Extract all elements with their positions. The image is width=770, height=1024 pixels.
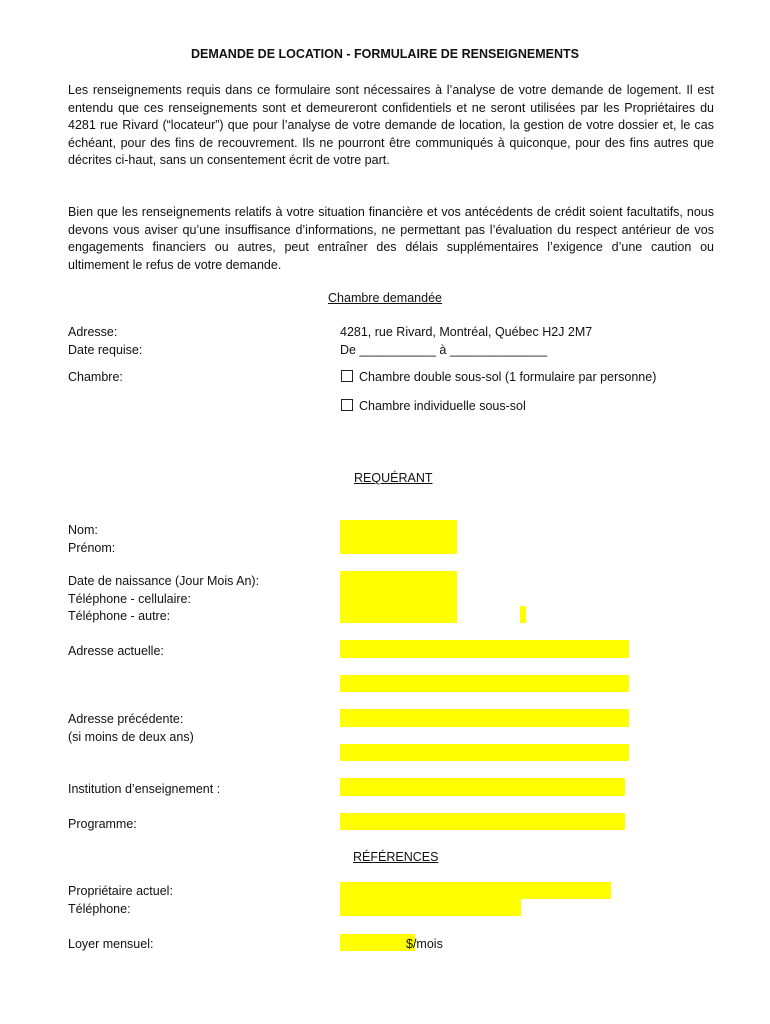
institution-field[interactable]: [340, 778, 625, 796]
adresse-actuelle-label: Adresse actuelle:: [68, 644, 164, 658]
disclaimer-paragraph: Bien que les renseignements relatifs à votre situation financière et vos antécédents de crédit soient facultatifs, nous devons vous aviser qu’une insuffisance d’informations, ne permettant pas l’évaluation du respect antérieur de vos engagements financiers ou autres, peut entraîner des délais supplémentaires l’exigence d’une caution ou ultimement le refus de votre demande.: [68, 205, 714, 272]
chambre-heading: Chambre demandée: [328, 291, 442, 305]
option-chambre-double[interactable]: [341, 369, 656, 387]
checkbox-double[interactable]: [341, 370, 353, 382]
intro-paragraph: Les renseignements requis dans ce formulaire sont nécessaires à l’analyse de votre demande de logement. Il est entendu que ces renseignements sont et demeureront confidentiels et ne seront utilisées par les Propriétaires du 4281 rue Rivard (“locateur”) que pour l’analyse de votre demande de location, la gestion de votre dossier et, le cas échéant, pour des fins de recouvrement. Ils ne pourront être communiqués à quiconque, pour des fins autres que décrites ci-haut, sans un consentement écrit de votre part.: [68, 83, 714, 167]
checkbox-individuelle[interactable]: [341, 399, 353, 411]
naissance-telephone-field[interactable]: [340, 571, 457, 623]
proprietaire-field[interactable]: [340, 882, 611, 899]
loyer-field[interactable]: [340, 934, 415, 951]
adresse-precedente-field-2[interactable]: [340, 744, 629, 761]
option-individuelle-label: Chambre individuelle sous-sol: [359, 399, 526, 413]
requerant-heading: REQUÉRANT: [354, 471, 433, 485]
prenom-label: Prénom:: [68, 541, 116, 555]
programme-field[interactable]: [340, 813, 625, 830]
nom-label: Nom:: [68, 523, 98, 537]
text-cursor-mark: [520, 606, 526, 623]
page-title: DEMANDE DE LOCATION - FORMULAIRE DE RENSEIGNEMENTS: [191, 47, 579, 61]
telephone-ref-field[interactable]: [340, 899, 521, 916]
loyer-label: Loyer mensuel:: [68, 937, 154, 951]
programme-label: Programme:: [68, 817, 137, 831]
option-double-label: Chambre double sous-sol (1 formulaire par personne): [359, 370, 657, 384]
adresse-actuelle-field-2[interactable]: [340, 675, 629, 692]
tel-autre-label: Téléphone - autre:: [68, 609, 171, 623]
adresse-precedente-note: (si moins de deux ans): [68, 730, 194, 744]
chambre-label: Chambre:: [68, 370, 123, 384]
date-requise-label: Date requise:: [68, 343, 143, 357]
naissance-label: Date de naissance (Jour Mois An):: [68, 574, 260, 588]
option-chambre-individuelle[interactable]: [341, 398, 526, 416]
proprietaire-label: Propriétaire actuel:: [68, 884, 173, 898]
telephone-ref-label: Téléphone:: [68, 902, 131, 916]
adresse-label: Adresse:: [68, 325, 118, 339]
adresse-precedente-field-1[interactable]: [340, 709, 629, 727]
loyer-suffix: $/mois: [406, 937, 443, 951]
institution-label: Institution d’enseignement :: [68, 782, 221, 796]
adresse-actuelle-field-1[interactable]: [340, 640, 629, 658]
references-heading: RÉFÉRENCES: [353, 850, 439, 864]
tel-cell-label: Téléphone - cellulaire:: [68, 592, 191, 606]
adresse-value: 4281, rue Rivard, Montréal, Québec H2J 2M7: [340, 325, 593, 339]
adresse-precedente-label: Adresse précédente:: [68, 712, 184, 726]
nom-prenom-field[interactable]: [340, 520, 457, 554]
date-requise-field[interactable]: De ___________ à ______________: [340, 343, 548, 357]
